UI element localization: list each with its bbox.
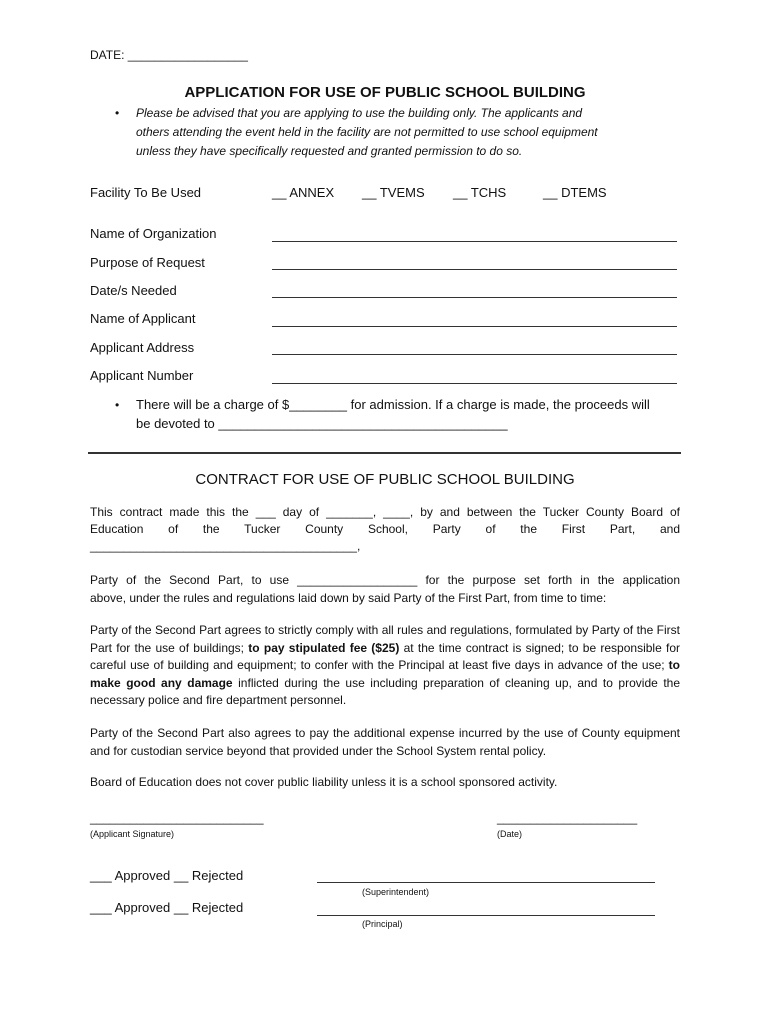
date-label: DATE:	[90, 48, 125, 62]
applicant-address-label: Applicant Address	[90, 340, 195, 355]
superintendent-approval[interactable]: ___ Approved __ Rejected	[90, 868, 244, 883]
facility-option-tvems[interactable]: __ TVEMS	[362, 185, 425, 200]
contract-p2-line-1: Party of the Second Part, to use __________________ for the purpose set forth in the application	[90, 573, 680, 587]
applicant-number-label: Applicant Number	[90, 368, 194, 383]
facility-option-tchs[interactable]: __ TCHS	[453, 185, 507, 200]
dates-needed-label: Date/s Needed	[90, 283, 177, 298]
applicant-name-label: Name of Applicant	[90, 311, 196, 326]
purpose-input-line[interactable]	[272, 269, 677, 270]
contract-paragraph-4: Party of the Second Part also agrees to pay the additional expense incurred by the use of County equipment and for custodian service beyond that provided under the School System rental policy.	[90, 726, 680, 758]
notice-bullet-icon: •	[115, 106, 120, 120]
contract-p3-text-c: at the time contract is signed; to be responsible for careful use of building and equipment; to confer with the Principal at least five days in advance of the use;	[90, 640, 680, 672]
contract-p1-line-1: This contract made this the ___ day of _______, ____, by and between the Tucker County Board of	[90, 505, 680, 519]
contract-p2-line-2: above, under the rules and regulations laid down by said Party of the First Part, from time to time:	[90, 591, 607, 605]
facility-option-annex[interactable]: __ ANNEX	[272, 185, 335, 200]
contract-paragraph-5: Board of Education does not cover public liability unless it is a school sponsored activity.	[90, 775, 558, 789]
section-divider	[88, 452, 681, 454]
contract-p3-text-a: Party of the Second Part agrees to strictly comply with all rules and regulations, formulated by Party of the First Part for the use of buildings;	[90, 623, 680, 655]
contract-title: CONTRACT FOR USE OF PUBLIC SCHOOL BUILDING	[195, 471, 575, 488]
charge-line-2: be devoted to ________________________________________	[136, 416, 508, 431]
contract-p3-text-e: inflicted during the use including preparation of cleaning up, and to provide the necessary police and fire department personnel.	[90, 675, 680, 707]
principal-caption: (Principal)	[362, 919, 403, 929]
applicant-signature-caption: (Applicant Signature)	[90, 829, 175, 839]
organization-label: Name of Organization	[90, 226, 217, 241]
dates-needed-input-line[interactable]	[272, 297, 677, 298]
applicant-name-input-line[interactable]	[272, 326, 677, 327]
charge-line-1: There will be a charge of $________ for admission. If a charge is made, the proceeds will	[136, 397, 650, 412]
notice-line-3: unless they have specifically requested and granted permission to do so.	[136, 144, 523, 158]
notice-line-2: others attending the event held in the facility are not permitted to use school equipment	[136, 125, 598, 139]
applicant-address-input-line[interactable]	[272, 354, 677, 355]
organization-input-line[interactable]	[272, 241, 677, 242]
superintendent-signature-line[interactable]	[317, 882, 655, 883]
damage-emphasis: to make good any damage	[90, 658, 680, 690]
applicant-number-input-line[interactable]	[272, 383, 677, 384]
fee-emphasis: to pay stipulated fee ($25)	[248, 640, 400, 655]
contract-p1-line-2: Education of the Tucker County School, Party of the First Part, and	[90, 522, 680, 536]
principal-approval[interactable]: ___ Approved __ Rejected	[90, 900, 244, 915]
notice-line-1: Please be advised that you are applying to use the building only. The applicants and	[136, 106, 583, 120]
principal-signature-line[interactable]	[317, 915, 655, 916]
facility-label: Facility To Be Used	[90, 185, 202, 200]
applicant-signature-line[interactable]: __________________________	[90, 811, 264, 825]
superintendent-caption: (Superintendent)	[362, 887, 430, 897]
signature-date-line[interactable]: _____________________	[497, 811, 638, 825]
purpose-label: Purpose of Request	[90, 255, 205, 270]
charge-bullet-icon: •	[115, 398, 120, 412]
date-field[interactable]	[90, 48, 248, 62]
contract-p1-line-3: ________________________________________,	[90, 539, 361, 553]
contract-paragraph-3	[90, 622, 680, 710]
date-blank: __________________	[127, 48, 248, 62]
facility-option-dtems[interactable]: __ DTEMS	[543, 185, 607, 200]
application-title: APPLICATION FOR USE OF PUBLIC SCHOOL BUILDING	[184, 84, 586, 101]
signature-date-caption: (Date)	[497, 829, 523, 839]
